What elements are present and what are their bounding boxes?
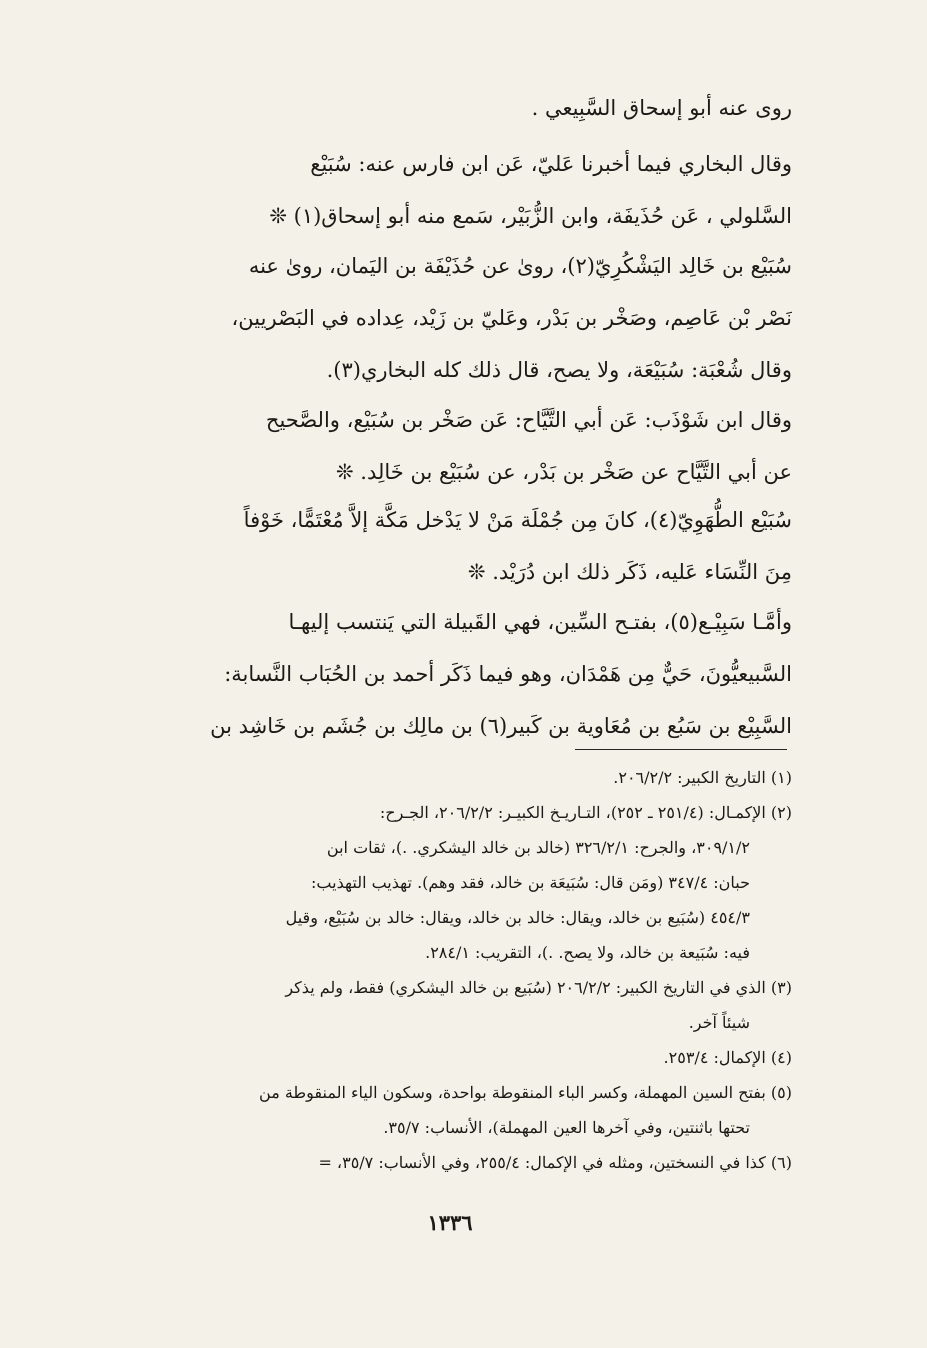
- text-line: نَصْر بْن عَاصِم، وصَخْر بن بَدْر، وعَليّ بن زَيْد، عِداده في البَصْريين،: [231, 306, 792, 330]
- paragraph-bukhari: [92, 138, 792, 242]
- footnote-line: تحتها باثنتين، وفي آخرها العين المهملة)، الأنساب: ٣٥/٧.: [383, 1118, 750, 1137]
- footnote-line: شيئاً آخر.: [688, 1013, 750, 1032]
- footnote-line: (٢) الإكمـال: (٢٥١/٤ ـ ٢٥٢)، التـاريـخ الكبيـر: ٢٠٦/٢/٢، الجـرح:: [379, 803, 792, 822]
- text-line: سُبَيْع الطُّهَوِيّ(٤)، كانَ مِن جُمْلَة مَنْ لا يَدْخل مَكَّة إلاَّ مُعْتَمًّا، خَوْفاً: [243, 508, 792, 532]
- footnote-line: ٣٠٩/١/٢، والجرح: ٣٢٦/٢/١ (خالد بن خالد اليشكري. .)، ثقات ابن: [326, 838, 750, 857]
- footnote-separator: [575, 749, 787, 750]
- paragraph-ibn-shawdhab: [92, 394, 792, 498]
- text-line: وأمَّـا سَبِيْـع(٥)، بفتـح السِّين، فهي القَبيلة التي يَنتسب إليهـا: [288, 610, 792, 634]
- paragraph-sabi: [92, 596, 792, 752]
- main-text: [92, 394, 792, 498]
- text-line: سُبَيْع بن خَالِد اليَشْكُرِيّ(٢)، روىٰ عن حُذَيْفَة بن اليَمان، روىٰ عنه: [248, 254, 792, 278]
- footnote-line: (٤) الإكمال: ٢٥٣/٤.: [663, 1048, 792, 1067]
- text-line: وقال البخاري فيما أخبرنا عَليّ، عَن ابن فارس عنه: سُبَيْع: [310, 152, 792, 176]
- text-line: عن أبي التَّيَّاح عن صَخْر بن بَدْر، عن سُبَيْع بن خَالِد. ❊: [336, 460, 792, 484]
- footnote-line: ٤٥٤/٣ (سُبَيع بن خالد، ويقال: خالد بن خالد، ويقال: خالد بن سُبَيْع، وقيل: [285, 908, 750, 927]
- text-line: السَّلولي ، عَن حُذَيفَة، وابن الزُّبَيْر، سَمع منه أبو إسحاق(١) ❊: [269, 204, 792, 228]
- footnote-line: فيه: سُبَيعة بن خالد، ولا يصح. .)، التقريب: ٢٨٤/١.: [425, 943, 750, 962]
- paragraph-tuhawi: [92, 494, 792, 598]
- text-line: وقال شُعْبَة: سُبَيْعَة، ولا يصح، قال ذلك كله البخاري(٣).: [326, 358, 792, 382]
- footnotes: [92, 760, 792, 1180]
- page-number: ١٣٣٦: [427, 1210, 473, 1235]
- text-line: السَّبِيْع بن سَبُع بن مُعَاوية بن كَبير(٦) بن مالِك بن جُشَم بن خَاشِد بن: [210, 714, 792, 738]
- footnote-line: (٦) كذا في النسختين، ومثله في الإكمال: ٢٥٥/٤، وفي الأنساب: ٣٥/٧، =: [318, 1153, 792, 1172]
- footnote-line: حبان: ٣٤٧/٤ (ومَن قال: سُبَيعَة بن خالد، فقد وهم). تهذيب التهذيب:: [311, 873, 750, 892]
- text-line: مِنَ النِّسَاء عَليه، ذَكَر ذلك ابن دُرَيْد. ❊: [467, 560, 792, 584]
- main-text: [92, 240, 792, 396]
- main-text: [92, 494, 792, 598]
- paragraph-subay-bin-khalid: [92, 240, 792, 396]
- text-line: السَّبيعيُّونَ، حَيٌّ مِن هَمْدَان، وهو فيما ذَكَر أحمد بن الحُبَاب النَّسابة:: [224, 662, 792, 686]
- text-line: وقال ابن شَوْذَب: عَن أبي التَّيَّاح: عَن صَخْر بن سُبَيْع، والصَّحيح: [265, 408, 792, 432]
- text-line: روى عنه أبو إسحاق السَّبِيعي .: [531, 96, 792, 120]
- paragraph-intro: [92, 82, 792, 134]
- main-text: [92, 138, 792, 242]
- footnote-line: (٥) بفتح السين المهملة، وكسر الباء المنقوطة بواحدة، وسكون الياء المنقوطة من: [259, 1083, 792, 1102]
- footnote-line: (١) التاريخ الكبير: ٢٠٦/٢/٢.: [613, 768, 792, 787]
- footnote-line: (٣) الذي في التاريخ الكبير: ٢٠٦/٢/٢ (سُبَيع بن خالد اليشكري) فقط، ولم يذكر: [285, 978, 792, 997]
- main-text: [92, 596, 792, 752]
- main-text: [92, 82, 792, 134]
